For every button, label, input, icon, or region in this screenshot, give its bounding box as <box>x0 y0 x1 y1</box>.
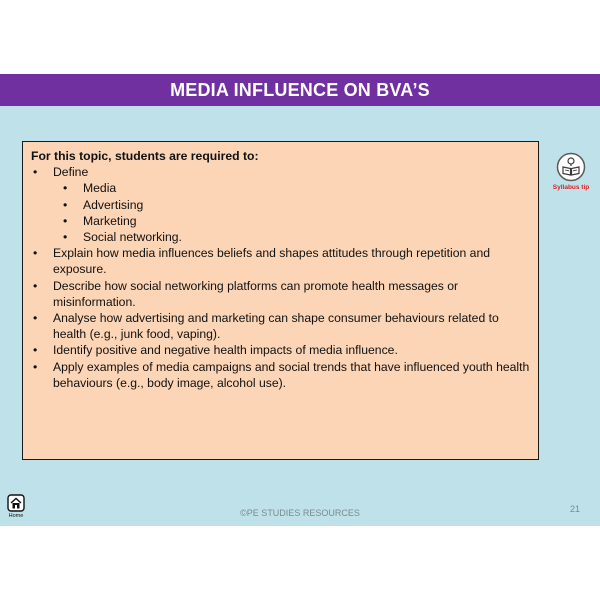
define-sublist <box>53 180 530 245</box>
list-item: • Apply examples of media campaigns and social trends that have influenced youth health behaviours (e.g., body image, alcohol use). <box>31 359 530 391</box>
syllabus-tip-label: Syllabus tip <box>552 184 590 191</box>
list-item <box>31 164 530 245</box>
sublist-item: • Advertising <box>53 197 530 213</box>
lead-text: For this topic, students are required to: <box>31 149 259 163</box>
list-item: • Identify positive and negative health impacts of media influence. <box>31 342 530 358</box>
sublist-item: • Social networking. <box>53 229 530 245</box>
book-lightbulb-icon <box>556 152 586 182</box>
sublist-item: • Media <box>53 180 530 196</box>
page-number: 21 <box>570 504 581 514</box>
title-bar <box>0 74 600 106</box>
list-item: • Explain how media influences beliefs and shapes attitudes through repetition and exposure. <box>31 245 530 277</box>
list-item: • Analyse how advertising and marketing can shape consumer behaviours related to health (e.g., junk food, vaping). <box>31 310 530 342</box>
content-box <box>22 141 539 460</box>
footer-copyright: ©PE STUDIES RESOURCES <box>240 508 360 518</box>
requirements-list <box>31 164 530 391</box>
slide <box>0 74 600 526</box>
slide-title: MEDIA INFLUENCE ON BVA’S <box>170 79 430 100</box>
home-label: Home <box>8 513 24 519</box>
list-item-text: Define <box>53 165 89 180</box>
list-item: • Describe how social networking platforms can promote health messages or misinformation. <box>31 278 530 310</box>
syllabus-tip[interactable] <box>553 152 589 202</box>
sublist-item: • Marketing <box>53 213 530 229</box>
